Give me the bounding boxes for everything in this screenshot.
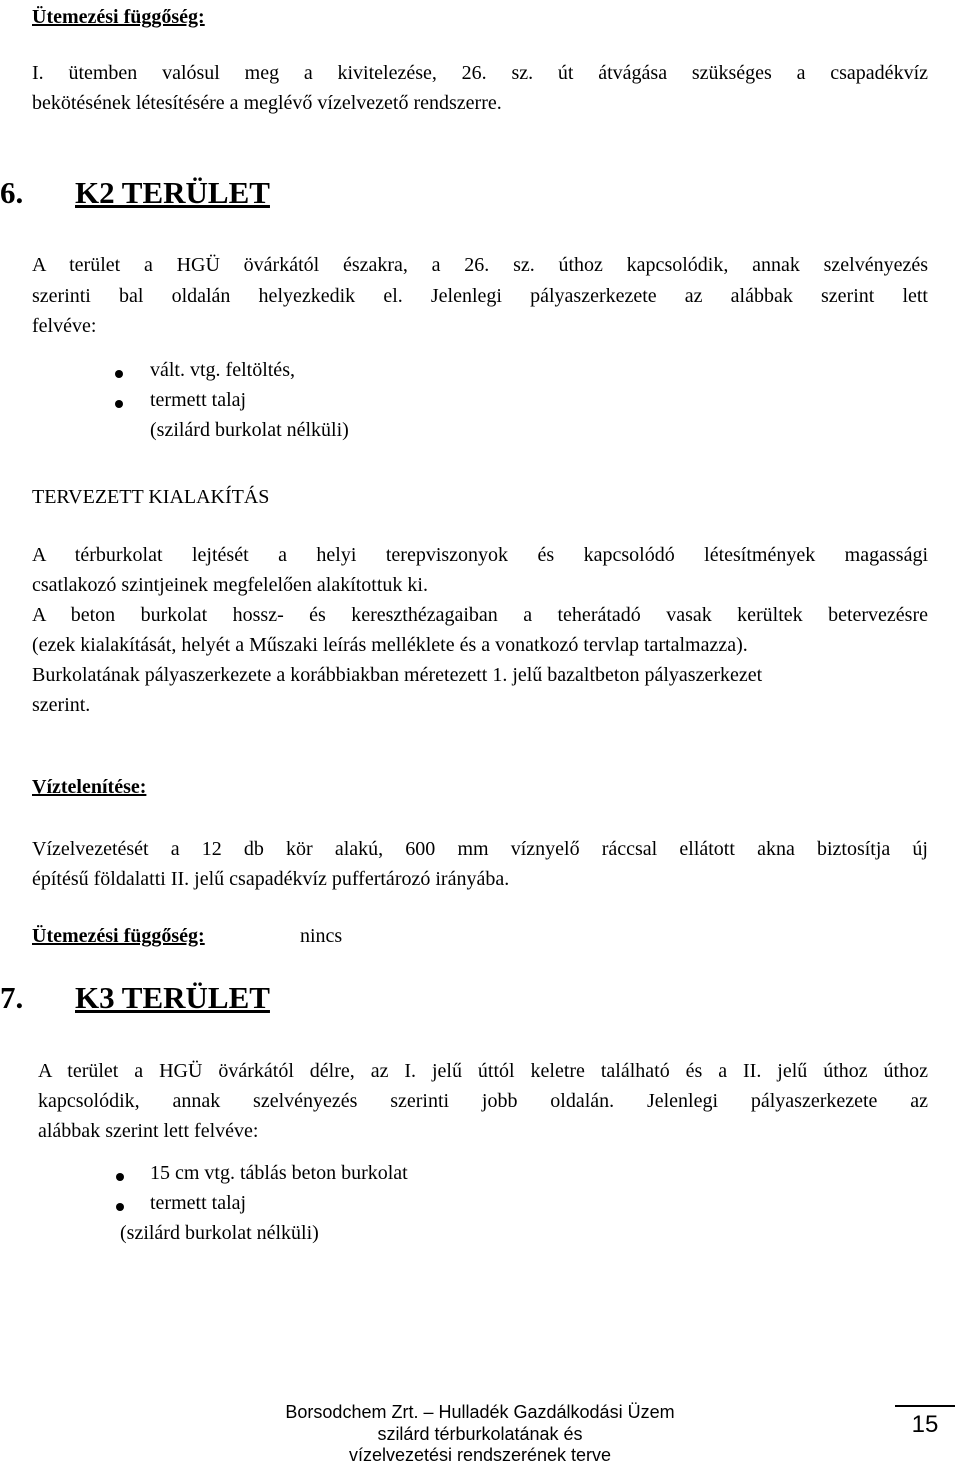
planned-p1-line1: A térburkolat lejtését a helyi terepviszonyok és kapcsolódó létesítmények magassági (32, 544, 928, 566)
section-6-bullet-1: vált. vtg. feltöltés, (150, 359, 295, 381)
planned-p2-line3: Burkolatának pályaszerkezete a korábbiakban méretezett 1. jelű bazaltbeton pályaszerkezet (32, 664, 763, 686)
section-7-intro-line3: alábbak szerint lett felvéve: (38, 1120, 259, 1142)
planned-p2-line1: A beton burkolat hossz- és kereszthézagaiban a teherátadó vasak kerültek betervezésre (32, 604, 928, 626)
section-7-bullet-note: (szilárd burkolat nélküli) (120, 1222, 319, 1244)
section-7-intro-line1: A terület a HGÜ övárkától délre, az I. jelű úttól keletre található és a II. jelű úthoz úthoz (38, 1060, 928, 1082)
planned-p1-line2: csatlakozó szintjeinek megfelelően alakítottuk ki. (32, 574, 428, 596)
section-7-number: 7. (0, 980, 24, 1015)
bullet-dot (115, 400, 123, 408)
bullet-dot (116, 1173, 124, 1181)
planned-heading: TERVEZETT KIALAKÍTÁS (32, 486, 270, 508)
section-6-bullet-2: termett talaj (150, 389, 247, 411)
footer-line2: szilárd térburkolatának és (377, 1424, 583, 1444)
footer-line3: vízelvezetési rendszerének terve (348, 1445, 612, 1465)
bullet-dot (116, 1203, 124, 1211)
section-6-bullet-note: (szilárd burkolat nélküli) (150, 419, 349, 441)
drainage-label: Víztelenítése: (32, 776, 147, 798)
schedule-label: Ütemezési függőség: (32, 925, 205, 947)
section-7-title: K3 TERÜLET (75, 980, 270, 1015)
section-7-bullet-1: 15 cm vtg. táblás beton burkolat (150, 1162, 408, 1184)
schedule-label-prev: Ütemezési függőség: (32, 6, 205, 28)
section-6-intro-line2: szerinti bal oldalán helyezkedik el. Jelenlegi pályaszerkezete az alábbak szerint lett (32, 285, 928, 307)
drainage-line1: Vízelvezetését a 12 db kör alakú, 600 mm víznyelő ráccsal ellátott akna biztosítja új (32, 838, 928, 860)
planned-p2-line4: szerint. (32, 694, 91, 716)
section-6-title: K2 TERÜLET (75, 175, 270, 210)
page-number-rule (895, 1405, 955, 1407)
schedule-value: nincs (300, 925, 343, 947)
bullet-dot (115, 370, 123, 378)
section-6-intro-line1: A terület a HGÜ övárkától északra, a 26. sz. úthoz kapcsolódik, annak szelvényezés (32, 254, 928, 276)
section-6-number: 6. (0, 175, 24, 210)
section-7-bullet-2: termett talaj (150, 1192, 247, 1214)
footer-line1: Borsodchem Zrt. – Hulladék Gazdálkodási Üzem (285, 1402, 675, 1422)
drainage-line2: építésű földalatti II. jelű csapadékvíz puffertározó irányába. (32, 868, 510, 890)
section-6-intro-line3: felvéve: (32, 315, 97, 337)
schedule-text-line2: bekötésének létesítésére a meglévő vízelvezető rendszerre. (32, 92, 502, 114)
planned-p2-line2: (ezek kialakítását, helyét a Műszaki leírás melléklete és a vonatkozó tervlap tartalmazza). (32, 634, 748, 656)
section-7-intro-line2: kapcsolódik, annak szelvényezés szerinti jobb oldalán. Jelenlegi pályaszerkezete az (38, 1090, 928, 1112)
page-number: 15 (911, 1411, 939, 1438)
schedule-text-line1: I. ütemben valósul meg a kivitelezése, 26. sz. út átvágása szükséges a csapadékvíz (32, 62, 928, 84)
